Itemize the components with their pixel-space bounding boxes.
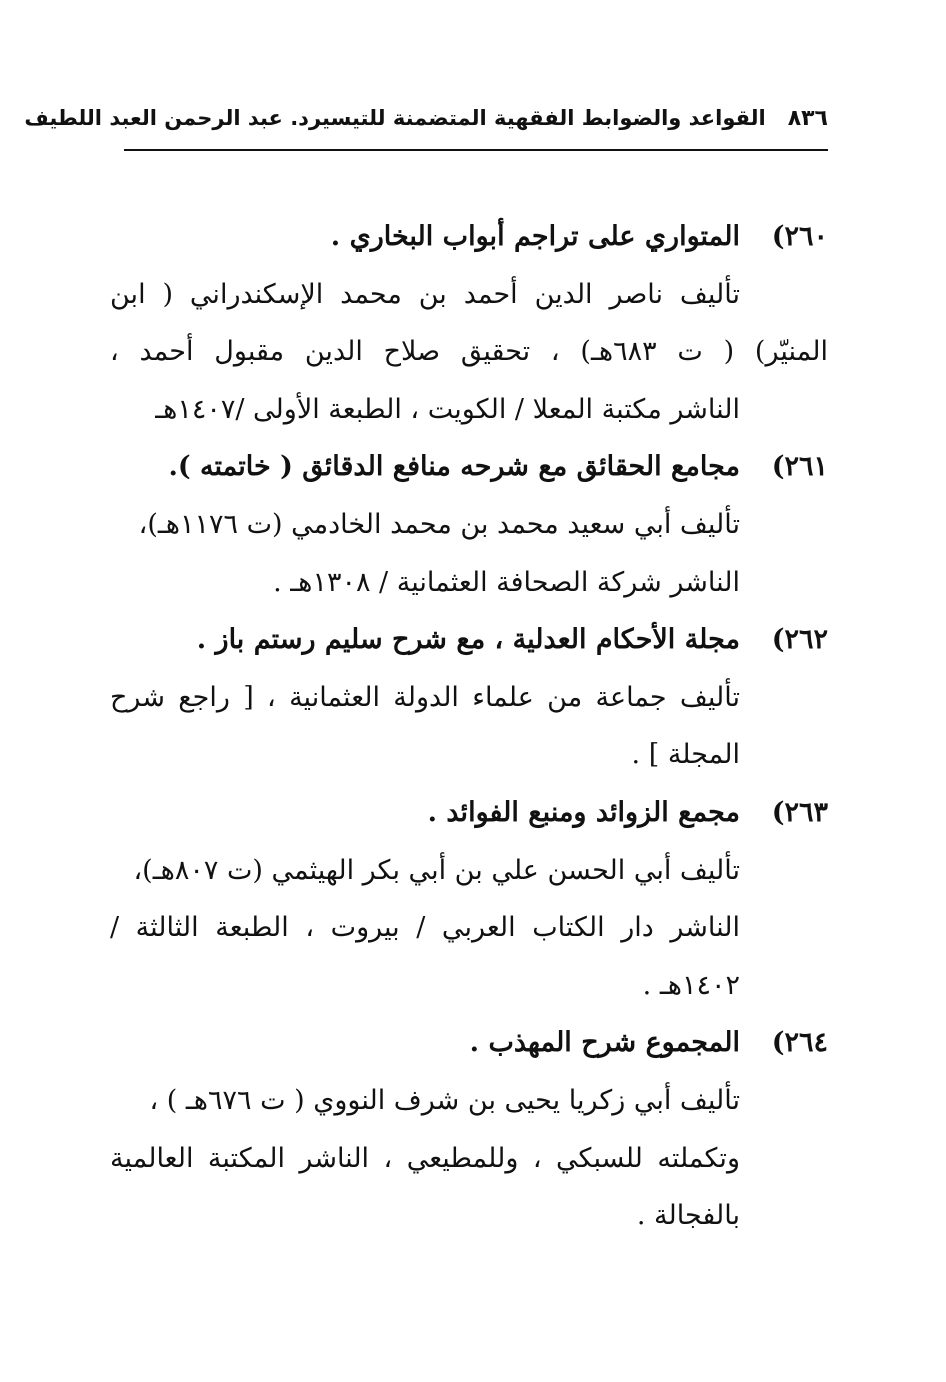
running-header [24, 98, 828, 138]
author-name: د. عبد الرحمن العبد اللطيف [24, 106, 309, 130]
entry-text-line: تأليف جماعة من علماء الدولة العثمانية ، [ راجع شرح [110, 681, 740, 713]
entry-title-line [110, 438, 828, 496]
entry-text-line: وتكملته للسبكي ، وللمطيعي ، الناشر المكتبة العالمية [110, 1142, 740, 1174]
entry-title: مجامع الحقائق مع شرحه منافع الدقائق ( خاتمته ). [168, 451, 740, 483]
entry-text-line: الناشر دار الكتاب العربي / بيروت ، الطبعة الثالثة / [110, 912, 740, 944]
entry-text-line: الناشر شركة الصحافة العثمانية / ١٣٠٨هـ . [273, 566, 740, 598]
entry-number: ٢٦٠) [771, 221, 828, 252]
entry-text-line: تأليف أبي الحسن علي بن أبي بكر الهيثمي (ت ٨٠٧هـ)، [133, 854, 740, 886]
entry-number: ٢٦١) [771, 451, 828, 483]
entry-number: ٢٦٤) [771, 1027, 828, 1059]
entry-title-line [110, 1014, 828, 1072]
entry-text-line: بالفجالة . [636, 1200, 740, 1232]
entry-text-line: تأليف ناصر الدين أحمد بن محمد الإسكندراني ( ابن [110, 278, 740, 310]
entry-text-line: ١٤٠٢هـ . [642, 969, 740, 1001]
entry-title: مجمع الزوائد ومنبع الفوائد . [427, 796, 740, 828]
entry-title: مجلة الأحكام العدلية ، مع شرح سليم رستم باز . [196, 624, 740, 656]
entry-text-line: الناشر مكتبة المعلا / الكويت ، الطبعة الأولى /١٤٠٧هـ [155, 393, 740, 425]
entry-number: ٢٦٣) [771, 796, 828, 828]
entry-title: المجموع شرح المهذب . [469, 1027, 740, 1059]
entry-title-line [110, 611, 828, 669]
entry-text-line: تأليف أبي سعيد محمد بن محمد الخادمي (ت ١١٧٦هـ)، [138, 508, 740, 540]
entry-number: ٢٦٢) [771, 624, 828, 656]
book-title: القواعد والضوابط الفقهية المتضمنة للتيسير [308, 106, 766, 130]
entry-title: المتواري على تراجم أبواب البخاري . [330, 221, 740, 252]
entry-title-line [110, 784, 828, 842]
entry-text-line: المنيّر) ( ت ٦٨٣هـ) ، تحقيق صلاح الدين مقبول أحمد ، [110, 336, 828, 368]
entry-title-line [110, 208, 828, 266]
entry-text-line: المجلة ] . [631, 739, 740, 771]
bibliography-list [110, 208, 828, 1245]
header-rule [124, 149, 828, 151]
page-number: ٨٣٦ [787, 105, 828, 131]
entry-text-line: تأليف أبي زكريا يحيى بن شرف النووي ( ت ٦٧٦هـ ) ، [149, 1084, 740, 1116]
